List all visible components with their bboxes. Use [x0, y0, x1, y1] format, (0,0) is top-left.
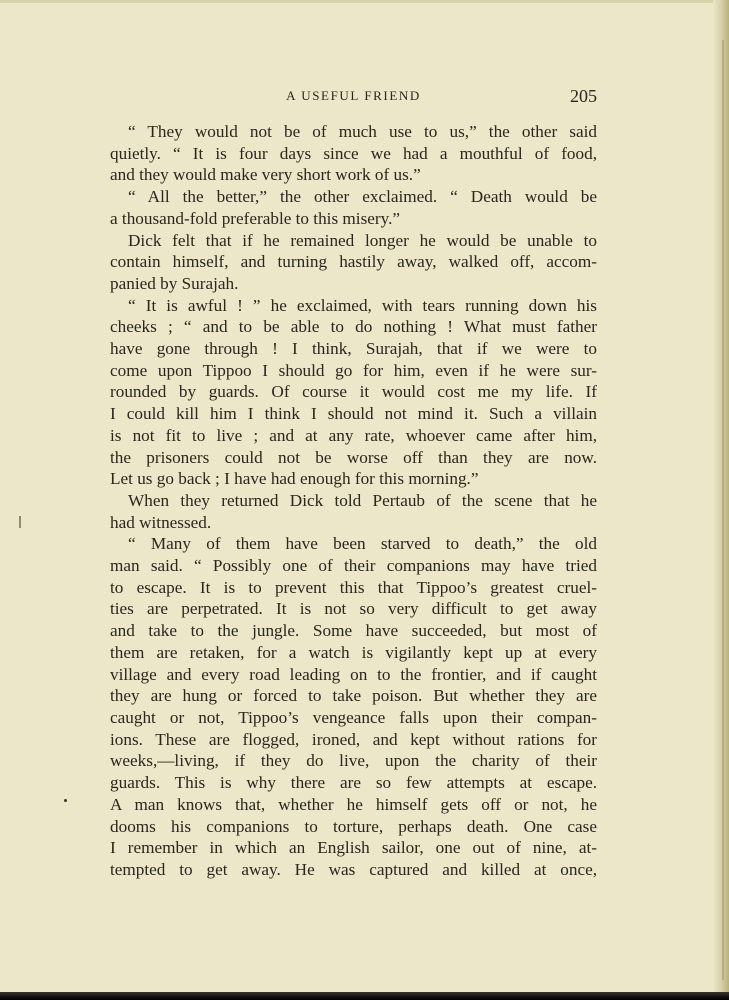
text-line: rounded by guards. Of course it would cost me my life. If: [110, 382, 597, 402]
text-line: and take to the jungle. Some have succeeded, but most of: [110, 621, 597, 641]
text-line: “ It is awful ! ” he exclaimed, with tears running down his: [128, 295, 597, 315]
text-line: ties are perpetrated. It is not so very difficult to get away: [110, 599, 597, 619]
page-number: 205: [570, 86, 597, 106]
text-line: and they would make very short work of us.”: [110, 165, 421, 185]
text-line: ions. These are flogged, ironed, and kept without rations for: [110, 729, 597, 749]
text-line: village and every road leading on to the frontier, and if caught: [110, 664, 597, 684]
page-bottom-edge: [0, 992, 729, 1000]
text-line: dooms his companions to torture, perhaps death. One case: [110, 816, 597, 836]
page-top-edge: [0, 0, 729, 3]
text-line: guards. This is why there are so few attempts at escape.: [110, 773, 597, 793]
margin-dot: [64, 799, 67, 802]
text-line: had witnessed.: [110, 512, 212, 532]
text-line: Let us go back ; I have had enough for this morning.”: [110, 469, 479, 489]
text-line: they are hung or forced to take poison. But whether they are: [110, 686, 597, 706]
text-line: man said. “ Possibly one of their companions may have tried: [110, 556, 597, 576]
text-line: “ They would not be of much use to us,” the other said: [128, 122, 597, 141]
page-right-edge: [713, 0, 729, 1000]
text-line: contain himself, and turning hastily away, walked off, accom-: [110, 252, 597, 272]
text-line: Dick felt that if he remained longer he would be unable to: [128, 230, 597, 250]
text-line: “ Many of them have been starved to death,” the old: [128, 534, 597, 554]
text-line: cheeks ; “ and to be able to do nothing ! What must father: [110, 317, 597, 337]
text-body: [110, 121, 597, 881]
text-line: is not fit to live ; and at any rate, whoever came after him,: [110, 425, 597, 445]
text-line: I could kill him I think I should not mind it. Such a villain: [110, 404, 597, 424]
text-line: come upon Tippoo I should go for him, even if he were sur-: [110, 360, 597, 380]
text-line: caught or not, Tippoo’s vengeance falls upon their compan-: [110, 707, 597, 727]
text-line: I remember in which an English sailor, one out of nine, at-: [110, 838, 597, 858]
text-line: weeks,—living, if they do live, upon the charity of their: [110, 751, 597, 771]
margin-mark: [19, 516, 21, 528]
text-line: “ All the better,” the other exclaimed. “ Death would be: [128, 187, 597, 207]
text-line: a thousand-fold preferable to this misery.”: [110, 208, 401, 228]
text-line: When they returned Dick told Pertaub of the scene that he: [128, 490, 597, 510]
page-header: [110, 86, 597, 108]
text-line: A man knows that, whether he himself gets off or not, he: [110, 794, 597, 814]
running-title: A USEFUL FRIEND: [286, 88, 421, 103]
text-line: tempted to get away. He was captured and killed at once,: [110, 859, 597, 879]
text-line: the prisoners could not be worse off than they are now.: [110, 447, 597, 467]
text-line: to escape. It is to prevent this that Tippoo’s greatest cruel-: [110, 577, 597, 597]
text-line: quietly. “ It is four days since we had a mouthful of food,: [110, 143, 597, 163]
text-line: panied by Surajah.: [110, 273, 239, 293]
text-line: them are retaken, for a watch is vigilantly kept up at every: [110, 642, 597, 662]
text-line: have gone through ! I think, Surajah, that if we were to: [110, 339, 597, 359]
